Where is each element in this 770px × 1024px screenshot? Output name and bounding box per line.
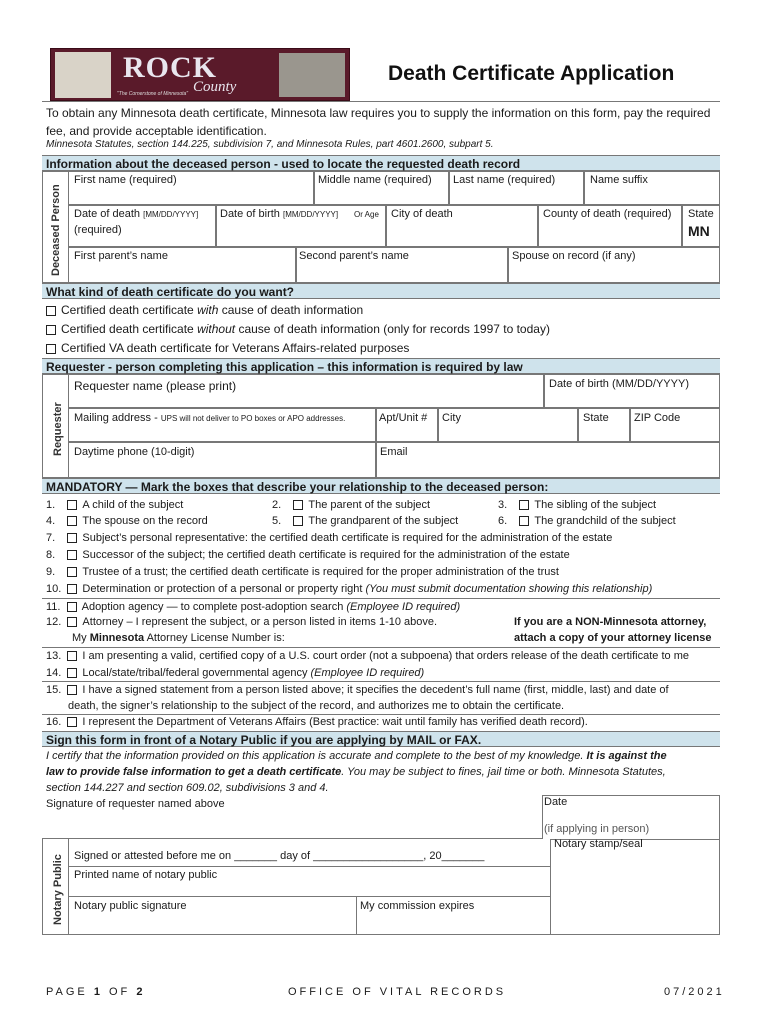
phone-label: Daytime phone (10-digit): [74, 446, 195, 458]
kind-opt-text2: cause of death information (only for records 1997 to today): [235, 322, 550, 336]
dob-format: [MM/DD/YYYY]: [282, 210, 339, 219]
county-logo: [50, 48, 350, 101]
rel-item-15-cont: death, the signer’s relationship to the subject of the record, and authorizes me to obtain the certificate.: [68, 700, 565, 712]
form-date: 07/2021: [664, 986, 725, 998]
kind-header: What kind of death certificate do you want?: [42, 283, 720, 299]
kind-opt-emph: with: [197, 303, 219, 317]
second-parent-label: Second parent’s name: [299, 250, 409, 262]
certify-text: I certify that the information provided on this application is accurate and complete to the best of my knowledge.: [46, 750, 587, 762]
kind-opt-text: Certified VA death certificate for Veterans Affairs-related purposes: [61, 341, 410, 355]
signature-label: Signature of requester named above: [46, 798, 225, 810]
city-of-death-label: City of death: [391, 208, 453, 220]
rel-item-3[interactable]: [498, 499, 656, 511]
rel-text-italic: (Employee ID required): [346, 601, 461, 613]
apt-label: Apt/Unit #: [379, 412, 428, 424]
rel-num: 7.: [46, 532, 56, 544]
rel-num: 13.: [46, 650, 62, 662]
divider: [356, 896, 357, 935]
statutes-text: Minnesota Statutes, section 144.225, subdivision 7, and Minnesota Rules, part 4601.2600, subpart 5.: [46, 139, 494, 150]
footer-page: PAGE: [46, 986, 94, 998]
date-of-death-label: [74, 208, 198, 220]
mailing-text: Mailing address -: [74, 412, 158, 424]
checkbox[interactable]: [293, 500, 303, 510]
printed-name-label[interactable]: Printed name of notary public: [74, 869, 218, 881]
checkbox[interactable]: [67, 717, 77, 727]
divider: [68, 896, 550, 897]
deceased-side-label: Deceased Person: [50, 184, 62, 276]
certify-text: . You may be subject to fines, jail time or both. Minnesota Statutes,: [341, 766, 666, 778]
rel-item-13[interactable]: [46, 650, 689, 662]
rel-num: 6.: [498, 515, 508, 527]
certify-bold: law to provide false information to get a death certificate: [46, 766, 342, 778]
rel-num: 8.: [46, 549, 56, 561]
checkbox[interactable]: [67, 516, 77, 526]
rel-num: 11.: [46, 601, 61, 613]
dob-label: [220, 208, 338, 220]
rel-num: 5.: [272, 515, 282, 527]
checkbox[interactable]: [46, 306, 56, 316]
county-of-death-label: County of death (required): [543, 208, 672, 220]
rel-item-10[interactable]: [46, 583, 652, 595]
logo-tagline: "The Cornerstone of Minnesota": [117, 91, 189, 97]
rel-text-bold: Minnesota: [89, 632, 145, 644]
rel-item-11[interactable]: [46, 601, 460, 613]
footer-of: OF: [102, 986, 137, 998]
divider: [550, 839, 551, 935]
mailing-label: [74, 412, 345, 424]
divider: [542, 795, 543, 839]
footer-page-total: 2: [136, 986, 146, 998]
certify-bold: It is against the: [586, 750, 667, 762]
document-title: Death Certificate Application: [388, 62, 675, 85]
logo-photo: [279, 53, 345, 97]
commission-label[interactable]: My commission expires: [360, 900, 475, 912]
rel-num: 15.: [46, 684, 62, 696]
rel-text: I am presenting a valid, certified copy of a U.S. court order (not a subpoena) that orders release of the death certificate to me: [82, 650, 689, 662]
page-number: [46, 986, 145, 998]
checkbox[interactable]: [67, 584, 77, 594]
checkbox[interactable]: [67, 567, 77, 577]
non-mn-attorney-note-2: attach a copy of your attorney license: [514, 632, 712, 644]
rel-num: 10.: [46, 583, 62, 595]
rel-text-italic: (You must submit documentation showing this relationship): [365, 583, 653, 595]
checkbox[interactable]: [67, 500, 77, 510]
email-field[interactable]: [376, 442, 720, 478]
logo-title: ROCK: [123, 51, 217, 84]
rel-item-16[interactable]: [46, 716, 588, 728]
rel-num: 14.: [46, 667, 62, 679]
certify-line-1: [46, 750, 667, 762]
requester-dob-label: Date of birth (MM/DD/YYYY): [549, 378, 689, 390]
dod-format: [MM/DD/YYYY]: [143, 210, 199, 219]
rel-text-italic: (Employee ID required): [310, 667, 425, 679]
checkbox[interactable]: [293, 516, 303, 526]
rel-item-5[interactable]: [272, 515, 458, 527]
date-label: Date: [544, 796, 568, 808]
rel-text: A child of the subject: [82, 499, 184, 511]
attorney-license-line[interactable]: [72, 632, 285, 644]
rel-item-12[interactable]: [46, 616, 437, 628]
dod-required: (required): [74, 224, 122, 236]
first-parent-label: First parent’s name: [74, 250, 168, 262]
kind-opt-text: Certified death certificate: [61, 303, 198, 317]
divider: [42, 598, 720, 599]
or-age-label: Or Age: [354, 210, 379, 219]
last-name-label: Last name (required): [453, 174, 556, 186]
checkbox[interactable]: [67, 651, 77, 661]
minnesota-map-icon: [55, 52, 111, 98]
name-suffix-label: Name suffix: [590, 174, 648, 186]
notary-stamp-label: Notary stamp/seal: [554, 838, 643, 850]
divider: [68, 866, 550, 867]
rel-text: The grandparent of the subject: [308, 515, 459, 527]
zip-label: ZIP Code: [634, 412, 681, 424]
checkbox[interactable]: [46, 344, 56, 354]
office-name: OFFICE OF VITAL RECORDS: [288, 986, 507, 998]
state-label: State: [688, 208, 714, 220]
rel-item-4[interactable]: [46, 515, 208, 527]
mailing-note: UPS will not deliver to PO boxes or APO addresses.: [160, 414, 346, 423]
intro-text: To obtain any Minnesota death certificate, Minnesota law requires you to supply the information on this form, pay the required fee, and provide acceptable identification.: [46, 106, 711, 138]
checkbox[interactable]: [67, 617, 77, 627]
rel-item-6[interactable]: [498, 515, 676, 527]
logo-subtitle: County: [193, 79, 237, 95]
rel-item-8[interactable]: [46, 549, 570, 561]
rel-text: Trustee of a trust; the certified death certificate is required for the proper administration of the trust: [82, 566, 559, 578]
rel-text: Successor of the subject; the certified death certificate is required for the administration of the estate: [82, 549, 570, 561]
rel-item-2[interactable]: [272, 499, 430, 511]
email-label: Email: [380, 446, 408, 458]
checkbox[interactable]: [67, 602, 77, 612]
rel-num: 12.: [46, 616, 62, 628]
divider: [68, 839, 69, 935]
kind-opt-text2: cause of death information: [218, 303, 364, 317]
requester-name-label: Requester name (please print): [74, 379, 237, 393]
requester-side-label: Requester: [52, 402, 64, 456]
rel-text: The parent of the subject: [308, 499, 431, 511]
rel-num: 2.: [272, 499, 282, 511]
rel-text: Determination or protection of a personal or property right: [82, 583, 366, 595]
kind-option-without[interactable]: [46, 322, 550, 336]
rel-item-15[interactable]: [46, 684, 669, 696]
kind-opt-emph: without: [197, 322, 236, 336]
rel-text: The grandchild of the subject: [534, 515, 676, 527]
kind-option-va[interactable]: [46, 341, 409, 355]
checkbox[interactable]: [519, 516, 529, 526]
footer-page-num: 1: [93, 986, 103, 998]
deceased-header: Information about the deceased person - used to locate the requested death record: [42, 155, 720, 171]
rel-text: Subject’s personal representative: the certified death certificate is required for the administration of the estate: [82, 532, 613, 544]
rel-text: Local/state/tribal/federal governmental agency: [82, 667, 311, 679]
notary-side-label: Notary Public: [52, 854, 64, 925]
non-mn-attorney-note-1: If you are a NON-Minnesota attorney,: [514, 616, 707, 628]
middle-name-label: Middle name (required): [318, 174, 432, 186]
rel-num: 3.: [498, 499, 508, 511]
rel-num: 1.: [46, 499, 56, 511]
rel-text: My: [72, 632, 90, 644]
checkbox[interactable]: [67, 668, 77, 678]
first-name-label: First name (required): [74, 174, 177, 186]
rel-item-14[interactable]: [46, 667, 424, 679]
rel-text: Attorney – I represent the subject, or a person listed in items 1-10 above.: [82, 616, 438, 628]
requester-state-label: State: [583, 412, 609, 424]
certify-line-2: [46, 766, 666, 778]
state-value: MN: [688, 223, 710, 239]
in-person-label: (if applying in person): [544, 823, 650, 835]
dob-text: Date of birth: [220, 208, 280, 220]
rel-num: 4.: [46, 515, 56, 527]
checkbox[interactable]: [519, 500, 529, 510]
rel-item-7[interactable]: [46, 532, 612, 544]
rel-text: I have a signed statement from a person listed above; it specifies the decedent’s full name (first, middle, last) and date of: [82, 684, 669, 696]
rel-text: The sibling of the subject: [534, 499, 657, 511]
relationship-header: MANDATORY — Mark the boxes that describe your relationship to the deceased person:: [42, 478, 720, 494]
rel-item-1[interactable]: [46, 499, 183, 511]
divider: [42, 681, 720, 682]
rel-text: I represent the Department of Veterans Affairs (Best practice: wait until family has verified death record).: [82, 716, 588, 728]
checkbox[interactable]: [67, 685, 77, 695]
dod-text: Date of death: [74, 208, 141, 220]
attested-line[interactable]: Signed or attested before me on _______ day of __________________, 20_______: [74, 850, 485, 862]
kind-option-with[interactable]: [46, 303, 363, 317]
checkbox[interactable]: [67, 550, 77, 560]
rel-item-9[interactable]: [46, 566, 559, 578]
rel-num: 9.: [46, 566, 56, 578]
divider: [42, 647, 720, 648]
rel-text: Adoption agency — to complete post-adoption search: [81, 601, 347, 613]
checkbox[interactable]: [46, 325, 56, 335]
city-label: City: [442, 412, 461, 424]
certify-line-3: section 144.227 and section 609.02, subdivisions 3 and 4.: [46, 782, 329, 794]
requester-header: Requester - person completing this application – this information is required by law: [42, 358, 720, 374]
notary-signature-label[interactable]: Notary public signature: [74, 900, 187, 912]
divider: [42, 714, 720, 715]
rel-num: 16.: [46, 716, 62, 728]
kind-opt-text: Certified death certificate: [61, 322, 198, 336]
checkbox[interactable]: [67, 533, 77, 543]
rel-text: Attorney License Number is:: [144, 632, 285, 644]
title-rule: [42, 101, 720, 102]
rel-text: The spouse on the record: [82, 515, 208, 527]
spouse-label: Spouse on record (if any): [512, 250, 636, 262]
sign-header: Sign this form in front of a Notary Public if you are applying by MAIL or FAX.: [42, 731, 720, 747]
